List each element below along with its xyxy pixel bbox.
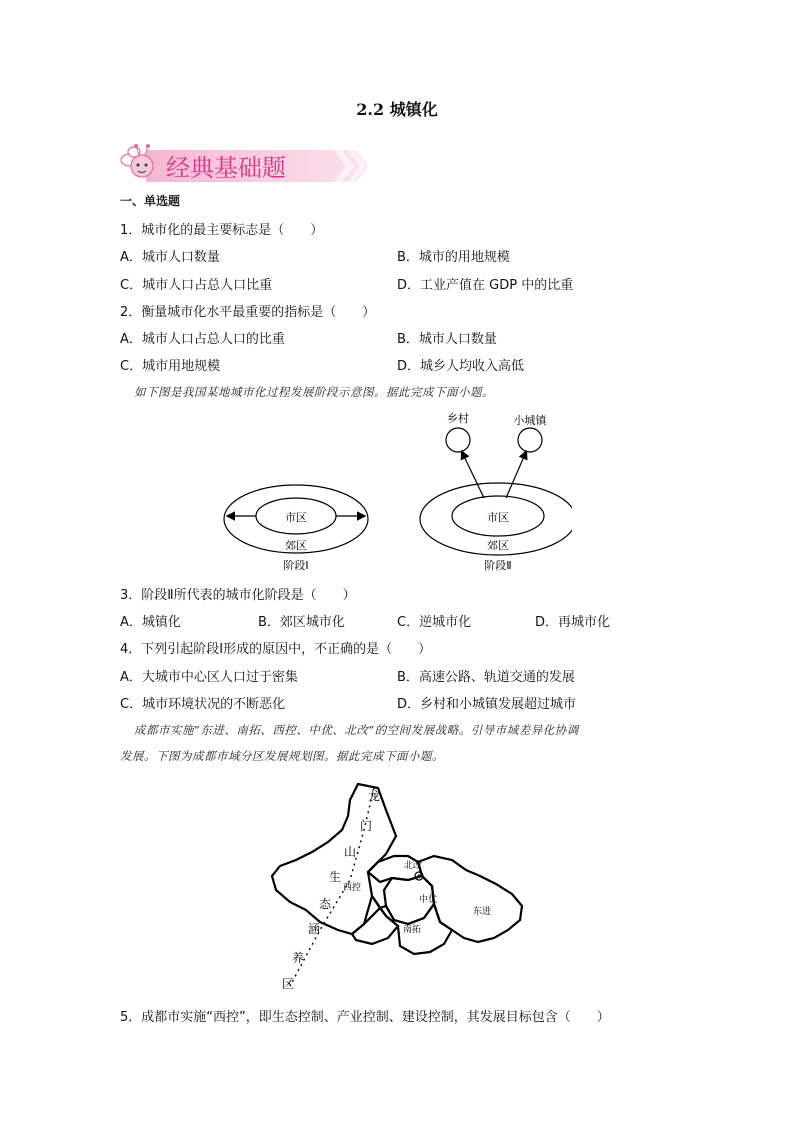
q1-option-d[interactable]: D．工业产值在 GDP 中的比重 [397,278,574,293]
q3-stem: 3．阶段Ⅱ所代表的城市化阶段是（ ） [120,588,356,603]
q1-option-a[interactable]: A．城市人口数量 [120,250,220,265]
label-beigai: 北改 [403,861,423,871]
q4-option-a[interactable]: A．大城市中心区人口过于密集 [120,670,298,685]
q3-option-c[interactable]: C．逆城市化 [397,615,472,630]
q1-option-c[interactable]: C．城市人口占总人口比重 [120,278,273,293]
map-char-2: 门 [359,819,373,833]
map-char-5: 态 [318,897,332,911]
q2-option-a[interactable]: A．城市人口占总人口的比重 [120,332,285,347]
bee-icon [121,144,153,177]
label-suburb-1: 郊区 [285,539,307,552]
q4-option-c[interactable]: C．城市环境状况的不断恶化 [120,697,286,712]
intro-fig2-line1: 成都市实施“东进、南拓、西控、中优、北改”的空间发展战略。引导市域差异化协调 [134,723,579,737]
banner-text: 经典基础题 [166,154,286,182]
q5-stem: 5．成都市实施“西控”，即生态控制、产业控制、建设控制，其发展目标包含（ ） [120,1010,610,1025]
map-char-3: 山 [343,845,357,859]
section-heading: 一、单选题 [120,194,181,208]
label-town: 小城镇 [513,414,547,427]
q1-stem: 1．城市化的最主要标志是（ ） [120,223,324,238]
q2-option-c[interactable]: C．城市用地规模 [120,359,221,374]
region-xikong [272,784,396,934]
q4-stem: 4．下列引起阶段Ⅰ形成的原因中，不正确的是（ ） [120,642,432,657]
town-circle [518,428,542,452]
q1-option-b[interactable]: B．城市的用地规模 [397,250,510,265]
map-char-8: 区 [281,977,295,991]
map-char-4: 生 [328,870,342,884]
q2-stem: 2．衡量城市化水平最重要的指标是（ ） [120,305,376,320]
section-banner [116,138,374,184]
label-xikong: 西控 [342,883,362,893]
map-char-6: 涵 [307,922,321,936]
label-suburb-2: 郊区 [487,539,509,552]
label-dongjin: 东进 [472,907,492,917]
label-nantuo: 南拓 [402,925,422,935]
label-zhongyou: 中优 [418,895,438,905]
figure-urbanization-stages [212,406,572,578]
q2-option-b[interactable]: B．城市人口数量 [397,332,497,347]
intro-fig1: 如下图是我国某地城市化过程发展阶段示意图。据此完成下面小题。 [134,385,494,399]
q3-option-d[interactable]: D．再城市化 [535,615,611,630]
q2-option-d[interactable]: D．城乡人均收入高低 [397,359,525,374]
label-stage-2: 阶段Ⅱ [484,559,512,572]
village-circle [446,428,470,452]
intro-fig2-line2: 发展。下图为成都市域分区发展规划图。据此完成下面小题。 [120,749,444,763]
q3-option-b[interactable]: B．郊区城市化 [258,615,345,630]
map-char-7: 养 [291,951,305,965]
page-title: 2.2 城镇化 [356,100,438,119]
label-stage-1: 阶段Ⅰ [283,559,309,572]
figure-chengdu-map [268,780,530,994]
map-char-1: 龙 [367,789,381,803]
label-city-1: 市区 [285,511,307,524]
q4-option-b[interactable]: B．高速公路、轨道交通的发展 [397,670,575,685]
label-city-2: 市区 [487,511,509,524]
q3-option-a[interactable]: A．城镇化 [120,615,181,630]
q4-option-d[interactable]: D．乡村和小城镇发展超过城市 [397,697,577,712]
label-village: 乡村 [447,412,469,425]
